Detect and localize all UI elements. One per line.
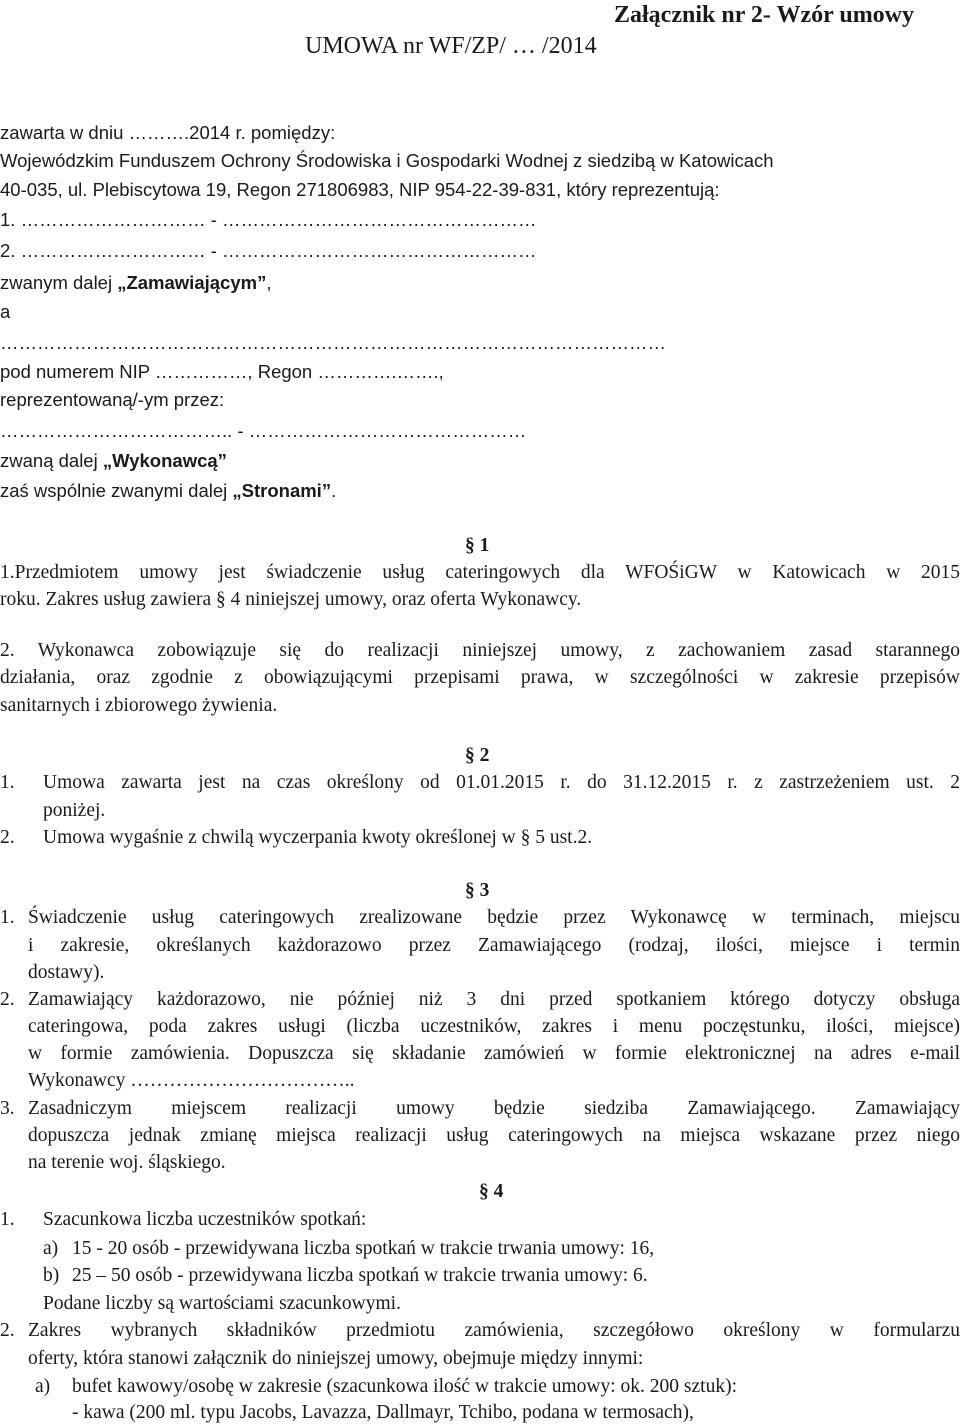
s3-item3-number: 3.: [0, 1098, 15, 1119]
s3-item3-line1: Zasadniczym miejscem realizacji umowy będzie siedziba Zamawiającego. Zamawiający: [28, 1098, 960, 1119]
s1-p1-line2: roku. Zakres usług zawiera § 4 niniejszej umowy, oraz oferta Wykonawcy.: [0, 589, 582, 610]
representative-3: ……………………………….. - ………………………………………: [0, 420, 527, 441]
strony-prefix: zaś wspólnie zwanymi dalej: [0, 480, 233, 501]
fund-line-1: Wojewódzkim Funduszem Ochrony Środowiska i Gospodarki Wodnej z siedzibą w Katowicach: [0, 150, 774, 171]
s3-item2-number: 2.: [0, 989, 15, 1010]
s3-item2-line3: w formie zamówienia. Dopuszcza się składanie zamówień w formie elektronicznej na adres e-mail: [28, 1043, 960, 1064]
s3-item2-line4: Wykonawcy ……………………………..: [28, 1070, 355, 1091]
s4-sub-b-text: 25 – 50 osób - przewidywana liczba spotkań w trakcie trwania umowy: 6.: [72, 1265, 648, 1286]
strony-suffix: .: [331, 480, 337, 501]
s4-item2-line2: oferty, która stanowi załącznik do niniejszej umowy, obejmuje między innymi:: [28, 1348, 644, 1369]
contractor-name-dots: ………………………………………………………………………………………………: [0, 332, 666, 353]
s4-item1-line1: Szacunkowa liczba uczestników spotkań:: [43, 1209, 367, 1230]
s1-p2-line2: działania, oraz zgodnie z obowiązującymi przepisami prawa, w szczególności w zakresie przepisów: [0, 667, 960, 688]
s3-item2-line2: cateringowa, poda zakres usługi (liczba uczestników, zakres i menu poczęstunku, ilości, miejsce): [28, 1016, 960, 1037]
section-3-heading: § 3: [465, 880, 490, 901]
s4-sub-c-detail: - kawa (200 ml. typu Jacobs, Lavazza, Dallmayr, Tchibo, podana w termosach),: [72, 1402, 694, 1423]
s2-item2-number: 2.: [0, 827, 15, 848]
s4-note: Podane liczby są wartościami szacunkowymi.: [43, 1293, 401, 1314]
section-4-heading: § 4: [479, 1181, 504, 1202]
wykonawca-prefix: zwaną dalej: [0, 450, 103, 471]
s4-sub-c-text: bufet kawowy/osobę w zakresie (szacunkowa ilość w trakcie umowy: ok. 200 sztuk):: [72, 1376, 737, 1397]
s2-item2-line1: Umowa wygaśnie z chwilą wyczerpania kwoty określonej w § 5 ust.2.: [43, 827, 593, 848]
zamawiajacy-line: [0, 274, 271, 293]
zamawiajacy-suffix: ,: [266, 272, 272, 293]
wykonawca-line: [0, 452, 227, 471]
date-line: zawarta w dniu ……….2014 r. pomiędzy:: [0, 122, 336, 143]
s3-item1-line3: dostawy).: [28, 962, 105, 983]
wykonawca-name: „Wykonawcą”: [102, 450, 227, 471]
strony-name: „Stronami”: [232, 480, 332, 501]
represented-by: reprezentowaną/-ym przez:: [0, 389, 225, 410]
contract-title: UMOWA nr WF/ZP/ … /2014: [305, 33, 597, 59]
s4-item2-number: 2.: [0, 1320, 15, 1341]
s3-item2-line1: Zamawiający każdorazowo, nie później niż 3 dni przed spotkaniem którego dotyczy obsługa: [28, 989, 960, 1010]
fund-line-2: 40-035, ul. Plebiscytowa 19, Regon 271806983, NIP 954-22-39-831, który reprezentują:: [0, 179, 720, 200]
s4-sub-c-number: a): [35, 1376, 51, 1397]
s4-sub-b-number: b): [43, 1265, 60, 1286]
s2-item1-number: 1.: [0, 772, 15, 793]
s2-item1-line1: Umowa zawarta jest na czas określony od 01.01.2015 r. do 31.12.2015 r. z zastrzeżeniem ust. 2: [43, 772, 960, 793]
s1-p2-line1: 2. Wykonawca zobowiązuje się do realizacji niniejszej umowy, z zachowaniem zasad starannego: [0, 640, 960, 661]
s1-p2-line3: sanitarnych i zbiorowego żywienia.: [0, 695, 278, 716]
and-word: a: [0, 301, 11, 322]
s4-sub-a-text: 15 - 20 osób - przewidywana liczba spotkań w trakcie trwania umowy: 16,: [72, 1238, 655, 1259]
s3-item1-number: 1.: [0, 907, 15, 928]
s1-p1-line1: 1.Przedmiotem umowy jest świadczenie usług cateringowych dla WFOŚiGW w Katowicach w 2015: [0, 562, 960, 583]
zamawiajacy-name: „Zamawiającym”: [117, 272, 267, 293]
representative-1: 1. ………………………… - ……………………………………………: [0, 209, 537, 230]
strony-line: [0, 482, 336, 501]
s4-sub-a-number: a): [43, 1238, 59, 1259]
s4-item1-number: 1.: [0, 1209, 15, 1230]
s3-item3-line2: dopuszcza jednak zmianę miejsca realizacji usług cateringowych na miejsca wskazane przez niego: [28, 1125, 960, 1146]
zamawiajacy-prefix: zwanym dalej: [0, 272, 118, 293]
annex-title: Załącznik nr 2- Wzór umowy: [614, 2, 915, 28]
s4-item2-line1: Zakres wybranych składników przedmiotu zamówienia, szczegółowo określony w formularzu: [28, 1320, 960, 1341]
section-2-heading: § 2: [465, 745, 490, 766]
s3-item1-line2: i zakresie, określanych każdorazowo przez Zamawiającego (rodzaj, ilości, miejsce i termin: [28, 935, 960, 956]
section-1-heading: § 1: [465, 535, 490, 556]
nip-regon-line: pod numerem NIP ……………, Regon ………….…….,: [0, 361, 444, 382]
representative-2: 2. ………………………… - ……………………………………………: [0, 240, 537, 261]
s2-item1-line2: poniżej.: [43, 800, 106, 821]
s3-item1-line1: Świadczenie usług cateringowych zrealizowane będzie przez Wykonawcę w terminach, miejscu: [28, 907, 960, 928]
s3-item3-line3: na terenie woj. śląskiego.: [28, 1152, 226, 1173]
